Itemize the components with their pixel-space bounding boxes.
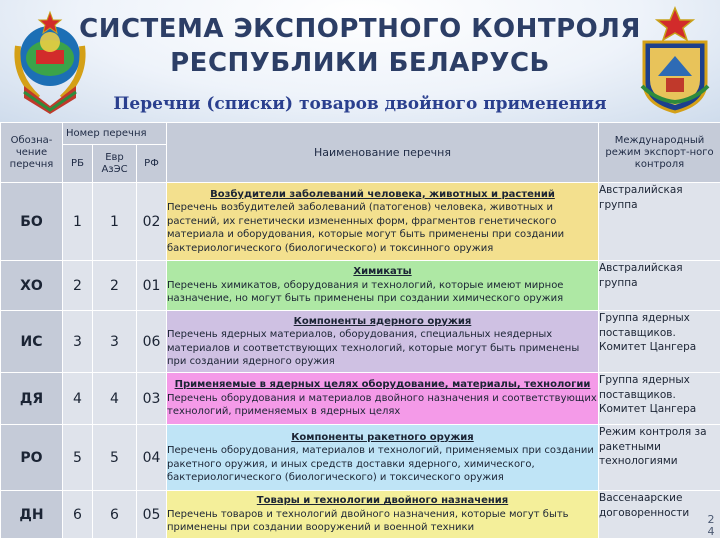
list-code: ДН — [1, 491, 63, 539]
list-description-cell — [167, 261, 599, 311]
list-number-eaeu: 1 — [93, 183, 137, 261]
list-number-rb: 6 — [63, 491, 93, 539]
list-description-cell — [167, 373, 599, 425]
list-section-title: Товары и технологии двойного назначения — [256, 495, 509, 507]
list-number-rf: 02 — [137, 183, 167, 261]
dual-use-lists-table — [0, 122, 720, 539]
list-number-rf: 01 — [137, 261, 167, 311]
table-row — [1, 373, 720, 425]
export-control-regime: Австралийская группа — [599, 261, 720, 311]
list-code: ХО — [1, 261, 63, 311]
list-description: Перечень оборудования, материалов и технологий, применяемых при создании ракетного оружия, и иных средств доставки ядерного, химического, бактериологического (биологического) и токсического оружия — [167, 445, 594, 483]
list-number-eaeu: 3 — [93, 311, 137, 373]
export-control-regime: Группа ядерных поставщиков. Комитет Цангера — [599, 311, 720, 373]
export-control-regime: Режим контроля за ракетными технологиями — [599, 425, 720, 491]
list-number-eaeu: 2 — [93, 261, 137, 311]
list-number-eaeu: 6 — [93, 491, 137, 539]
header-rb: РБ — [63, 145, 93, 183]
table-row — [1, 425, 720, 491]
list-number-eaeu: 4 — [93, 373, 137, 425]
header-list-name: Наименование перечня — [167, 123, 599, 183]
list-section-title: Применяемые в ядерных целях оборудование, материалы, технологии — [174, 379, 591, 391]
list-number-rf: 04 — [137, 425, 167, 491]
table-row — [1, 491, 720, 539]
export-control-regime: Вассенаарские договоренности — [599, 491, 720, 539]
list-description: Перечень оборудования и материалов двойного назначения и соответствующих технологий, применяемых в ядерных целях — [167, 392, 597, 418]
list-description-cell — [167, 491, 599, 539]
list-section-title: Химикаты — [353, 266, 412, 278]
list-number-rf: 05 — [137, 491, 167, 539]
list-code: БО — [1, 183, 63, 261]
list-description: Перечень химикатов, оборудования и технологий, которые имеют мирное назначение, но могут быть применены при создании химического оружия — [167, 279, 564, 305]
export-control-emblem-icon — [636, 6, 714, 114]
list-description-cell — [167, 311, 599, 373]
export-control-regime: Группа ядерных поставщиков. Комитет Цангера — [599, 373, 720, 425]
header-list-number: Номер перечня — [63, 123, 167, 145]
list-code: РО — [1, 425, 63, 491]
page-title-line1: СИСТЕМА ЭКСПОРТНОГО КОНТРОЛЯ — [79, 14, 641, 44]
slide-header — [0, 0, 720, 122]
export-control-regime: Австралийская группа — [599, 183, 720, 261]
list-number-rb: 1 — [63, 183, 93, 261]
list-description: Перечень возбудителей заболеваний (патогенов) человека, животных и растений, их генетически измененных форм, фрагментов генетического материала и оборудования, которые могут быть применены при создании бактериологического (биологического) и токсинного оружия — [167, 202, 565, 254]
list-section-title: Компоненты ядерного оружия — [293, 315, 472, 327]
list-number-rf: 06 — [137, 311, 167, 373]
list-section-title: Возбудители заболеваний человека, животных и растений — [210, 188, 555, 200]
list-number-rf: 03 — [137, 373, 167, 425]
list-number-rb: 2 — [63, 261, 93, 311]
list-description: Перечень ядерных материалов, оборудования, специальных неядерных материалов и соответствующих технологий, которые могут быть применены при создании ядерного оружия — [167, 329, 580, 367]
list-description-cell — [167, 425, 599, 491]
page-subtitle: Перечни (списки) товаров двойного применения — [113, 94, 607, 114]
list-section-title: Компоненты ракетного оружия — [291, 431, 474, 443]
list-code: ДЯ — [1, 373, 63, 425]
list-number-rb: 4 — [63, 373, 93, 425]
list-code: ИС — [1, 311, 63, 373]
list-number-rb: 3 — [63, 311, 93, 373]
header-export-control-regime: Международный режим экспорт-ного контроля — [599, 123, 720, 183]
header-designation: Обозна-чение перечня — [1, 123, 63, 183]
page-number: 2 4 — [707, 513, 715, 538]
list-number-rb: 5 — [63, 425, 93, 491]
list-description-cell — [167, 183, 599, 261]
header-rf: РФ — [137, 145, 167, 183]
list-description: Перечень товаров и технологий двойного назначения, которые могут быть применены при создании вооружений и военной техники — [167, 508, 569, 534]
header-eaeu: Евр АзЭС — [93, 145, 137, 183]
page-title-line2: РЕСПУБЛИКИ БЕЛАРУСЬ — [170, 48, 550, 78]
table-row — [1, 311, 720, 373]
table-row — [1, 261, 720, 311]
list-number-eaeu: 5 — [93, 425, 137, 491]
table-row — [1, 183, 720, 261]
